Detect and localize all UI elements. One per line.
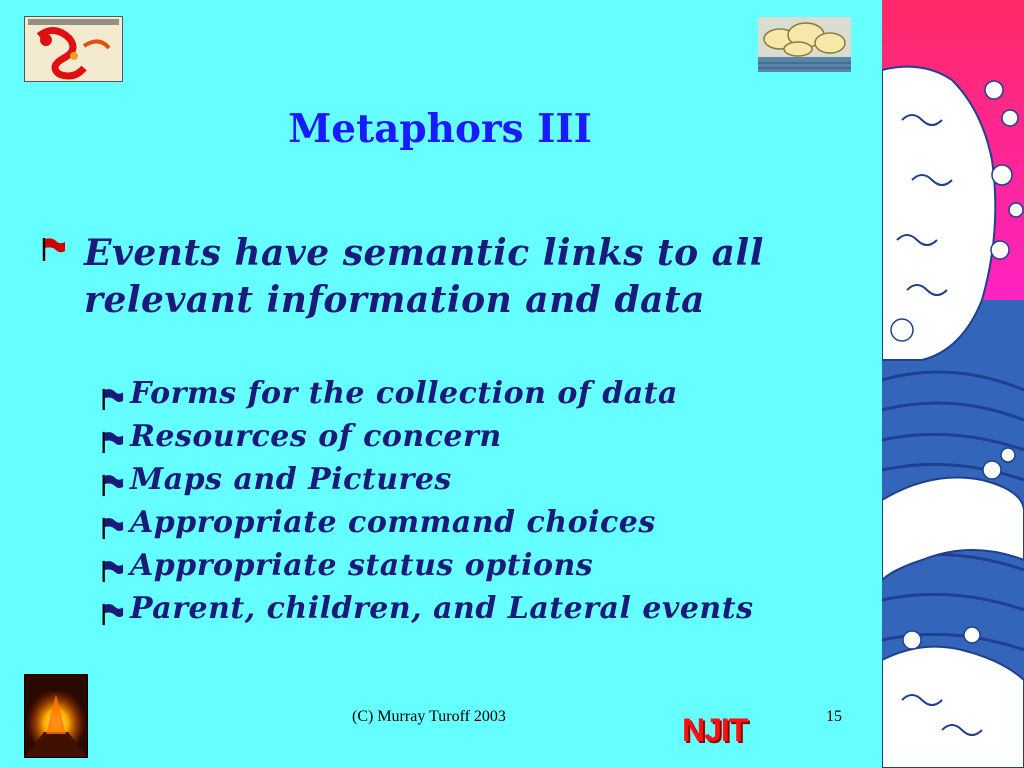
list-item-text: Resources of concern bbox=[130, 419, 502, 454]
main-bullet bbox=[40, 230, 820, 324]
flag-icon bbox=[40, 236, 66, 266]
list-item-text: Parent, children, and Lateral events bbox=[130, 591, 754, 626]
list-item-text: Appropriate command choices bbox=[130, 505, 656, 540]
volcano-image bbox=[24, 674, 88, 758]
list-item-text: Maps and Pictures bbox=[130, 462, 452, 497]
list-item-text: Appropriate status options bbox=[130, 548, 594, 583]
main-bullet-text: Events have semantic links to all relevant information and data bbox=[84, 232, 764, 321]
list-item-text: Forms for the collection of data bbox=[130, 376, 678, 411]
footer-copyright: (C) Murray Turoff 2003 bbox=[352, 708, 506, 725]
slide-title: Metaphors III bbox=[288, 106, 592, 152]
flag-icon bbox=[100, 595, 124, 639]
list-item bbox=[100, 587, 770, 631]
list-item bbox=[100, 372, 840, 415]
njit-logo: NJIT bbox=[682, 712, 748, 748]
list-item bbox=[100, 544, 840, 587]
page-number: 15 bbox=[826, 708, 842, 725]
wave-decoration-panel bbox=[882, 0, 1024, 768]
sub-bullet-list bbox=[100, 372, 840, 631]
cloud-painting-image bbox=[758, 17, 851, 72]
list-item bbox=[100, 415, 840, 458]
list-item bbox=[100, 501, 840, 544]
dragon-painting-image bbox=[24, 16, 123, 82]
list-item bbox=[100, 458, 840, 501]
